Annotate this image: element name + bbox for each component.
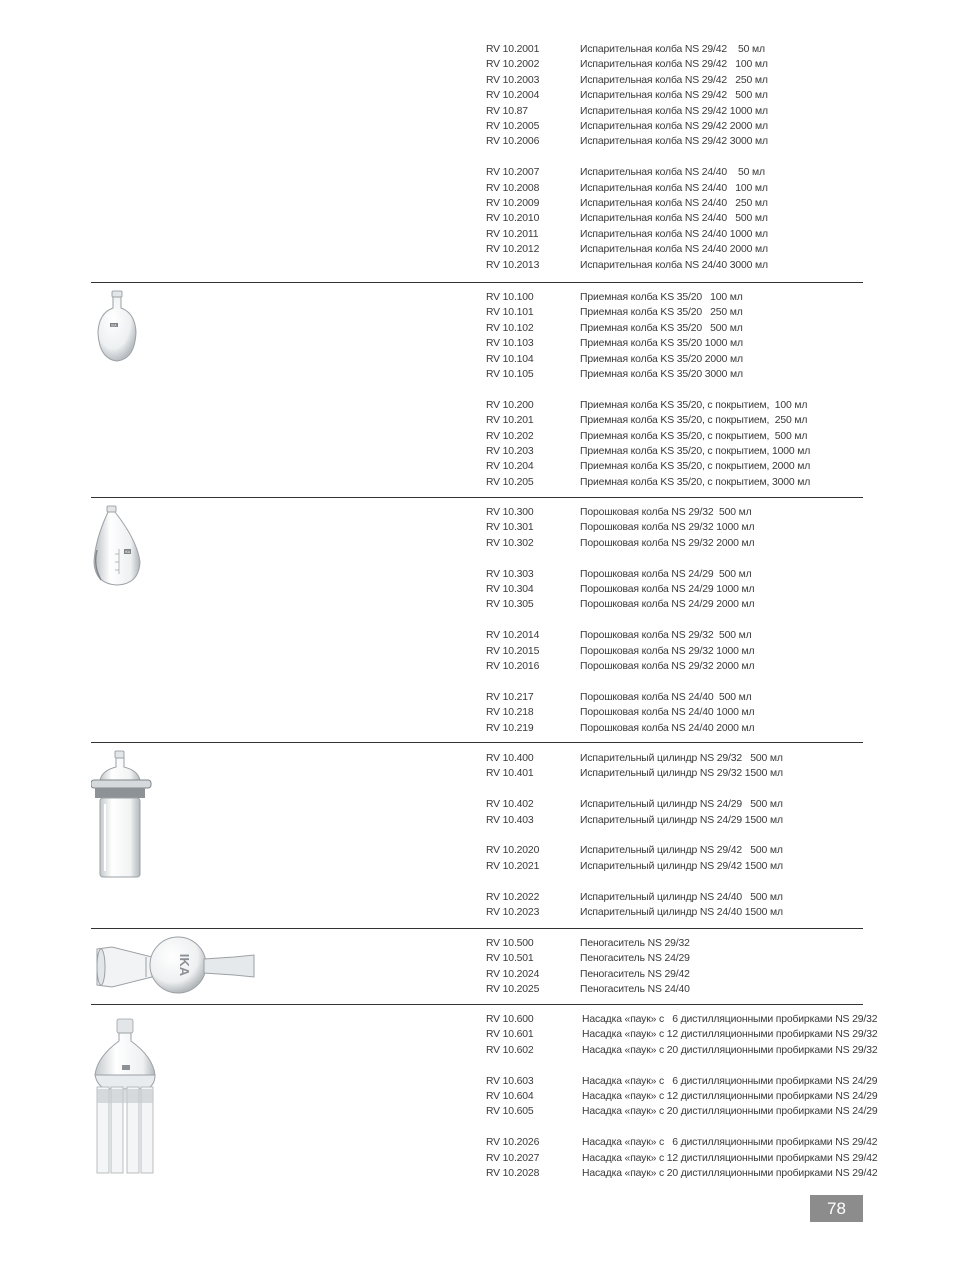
section-powder-flasks xyxy=(91,497,863,743)
product-code: RV 10.2012 xyxy=(486,244,540,256)
product-description: Испарительный цилиндр NS 24/40 1500 мл xyxy=(580,907,783,918)
section-foam-breakers xyxy=(91,928,863,1005)
product-description: Приемная колба KS 35/20 3000 мл xyxy=(580,369,743,380)
section-spider-adapters xyxy=(91,1004,878,1185)
product-description: Порошковая колба NS 29/32 2000 мл xyxy=(580,661,755,672)
product-code: RV 10.2009 xyxy=(486,198,540,209)
product-code: RV 10.303 xyxy=(486,568,534,580)
product-code: RV 10.302 xyxy=(486,537,534,549)
product-description: Приемная колба KS 35/20, с покрытием, 100 мл xyxy=(580,399,808,411)
product-code: RV 10.402 xyxy=(486,799,534,811)
product-code: RV 10.2028 xyxy=(486,1168,540,1179)
product-description: Испарительная колба NS 29/42 1000 мл xyxy=(580,105,768,117)
product-code: RV 10.500 xyxy=(486,938,534,949)
product-description: Испарительный цилиндр NS 29/42 1500 мл xyxy=(580,860,783,872)
section-evap-cylinders xyxy=(91,742,863,929)
product-code: RV 10.2014 xyxy=(486,630,540,642)
product-code: RV 10.2010 xyxy=(486,213,540,225)
product-code: RV 10.219 xyxy=(486,722,534,734)
svg-text:IKA: IKA xyxy=(177,953,192,977)
product-code: RV 10.401 xyxy=(486,768,534,780)
product-code: RV 10.400 xyxy=(486,753,534,764)
product-code: RV 10.2005 xyxy=(486,121,540,132)
product-code: RV 10.2021 xyxy=(486,860,540,872)
product-description: Испарительный цилиндр NS 29/32 500 мл xyxy=(580,753,783,764)
product-code: RV 10.2022 xyxy=(486,891,540,903)
product-description: Порошковая колба NS 29/32 1000 мл xyxy=(580,645,755,657)
product-description: Пеногаситель NS 24/40 xyxy=(580,984,690,996)
product-code: RV 10.501 xyxy=(486,953,534,965)
product-code: RV 10.204 xyxy=(486,461,534,473)
product-description: Пеногаситель NS 29/42 xyxy=(580,968,690,980)
product-description: Порошковая колба NS 29/32 1000 мл xyxy=(580,522,755,534)
product-description: Испарительная колба NS 24/40 2000 мл xyxy=(580,244,768,256)
product-code: RV 10.600 xyxy=(486,1014,534,1025)
svg-text:IKA: IKA xyxy=(111,323,117,328)
product-code: RV 10.2011 xyxy=(486,228,539,240)
product-description: Испарительный цилиндр NS 24/29 1500 мл xyxy=(580,814,783,826)
product-description: Испарительная колба NS 29/42 100 мл xyxy=(580,59,768,71)
product-code: RV 10.100 xyxy=(486,292,534,303)
product-code: RV 10.301 xyxy=(486,522,534,534)
product-code: RV 10.87 xyxy=(486,105,528,117)
product-code: RV 10.2020 xyxy=(486,845,540,857)
product-code: RV 10.103 xyxy=(486,338,534,350)
product-code: RV 10.2015 xyxy=(486,645,540,657)
product-description: Испарительная колба NS 24/40 50 мл xyxy=(580,167,765,179)
product-description: Порошковая колба NS 29/32 500 мл xyxy=(580,630,752,642)
product-code: RV 10.2008 xyxy=(486,182,540,194)
product-description: Порошковая колба NS 29/32 2000 мл xyxy=(580,537,755,549)
product-code: RV 10.202 xyxy=(486,430,534,442)
product-code: RV 10.2007 xyxy=(486,167,540,179)
product-description: Порошковая колба NS 24/40 500 мл xyxy=(580,691,752,703)
product-description: Приемная колба KS 35/20 1000 мл xyxy=(580,338,743,350)
product-description: Насадка «паук» с 6 дистилляционными пробирками NS 29/32 xyxy=(582,1014,878,1025)
product-code: RV 10.2023 xyxy=(486,907,540,918)
foam-breaker-image xyxy=(94,935,258,999)
product-description: Насадка «паук» с 6 дистилляционными пробирками NS 29/42 xyxy=(582,1137,878,1149)
product-description: Испарительная колба NS 29/42 2000 мл xyxy=(580,121,768,132)
product-code: RV 10.2024 xyxy=(486,968,540,980)
section-evap-flasks xyxy=(91,42,863,282)
product-description: Испарительная колба NS 24/40 250 мл xyxy=(580,198,768,209)
product-description: Приемная колба KS 35/20, с покрытием, 500 мл xyxy=(580,430,808,442)
product-code: RV 10.2002 xyxy=(486,59,540,71)
product-code: RV 10.602 xyxy=(486,1044,534,1056)
product-description: Испарительная колба NS 29/42 50 мл xyxy=(580,44,765,55)
product-code: RV 10.2001 xyxy=(486,44,540,55)
product-description: Насадка «паук» с 12 дистилляционными пробирками NS 29/32 xyxy=(582,1029,878,1041)
powder-flask-image xyxy=(91,504,147,590)
product-description: Приемная колба KS 35/20, с покрытием, 3000 мл xyxy=(580,476,811,488)
product-code: RV 10.2025 xyxy=(486,984,540,996)
product-code: RV 10.605 xyxy=(486,1106,534,1118)
product-description: Порошковая колба NS 24/29 500 мл xyxy=(580,568,752,580)
product-code: RV 10.603 xyxy=(486,1075,534,1087)
product-description: Испарительный цилиндр NS 29/32 1500 мл xyxy=(580,768,783,780)
product-code: RV 10.403 xyxy=(486,814,534,826)
product-description: Насадка «паук» с 20 дистилляционными пробирками NS 29/32 xyxy=(582,1044,878,1056)
page-number: 78 xyxy=(810,1195,863,1222)
product-description: Приемная колба KS 35/20, с покрытием, 1000 мл xyxy=(580,446,811,457)
product-code: RV 10.304 xyxy=(486,584,534,595)
product-description: Приемная колба KS 35/20 250 мл xyxy=(580,307,743,319)
product-code: RV 10.604 xyxy=(486,1091,534,1102)
product-code: RV 10.305 xyxy=(486,599,534,611)
product-code: RV 10.2013 xyxy=(486,259,540,271)
product-description: Насадка «паук» с 20 дистилляционными пробирками NS 24/29 xyxy=(582,1106,878,1118)
product-description: Испарительный цилиндр NS 29/42 500 мл xyxy=(580,845,783,857)
product-code: RV 10.104 xyxy=(486,353,534,365)
product-description: Насадка «паук» с 20 дистилляционными пробирками NS 29/42 xyxy=(582,1168,878,1179)
product-description: Насадка «паук» с 6 дистилляционными пробирками NS 24/29 xyxy=(582,1075,878,1087)
product-description: Порошковая колба NS 24/40 1000 мл xyxy=(580,707,755,719)
product-description: Порошковая колба NS 24/40 2000 мл xyxy=(580,722,755,734)
product-code: RV 10.102 xyxy=(486,322,534,334)
evaporating-cylinder-image xyxy=(91,749,153,881)
product-description: Приемная колба KS 35/20 100 мл xyxy=(580,292,743,303)
product-description: Испарительный цилиндр NS 24/29 500 мл xyxy=(580,799,783,811)
receiving-flask-image xyxy=(91,289,147,369)
product-description: Испарительный цилиндр NS 24/40 500 мл xyxy=(580,891,783,903)
product-description: Испарительная колба NS 24/40 500 мл xyxy=(580,213,768,225)
product-code: RV 10.101 xyxy=(486,307,534,319)
product-description: Испарительная колба NS 29/42 500 мл xyxy=(580,90,768,102)
product-code: RV 10.2026 xyxy=(486,1137,540,1149)
product-code: RV 10.2004 xyxy=(486,90,540,102)
product-description: Приемная колба KS 35/20 500 мл xyxy=(580,322,743,334)
product-description: Пеногаситель NS 29/32 xyxy=(580,938,690,949)
product-description: Порошковая колба NS 24/29 2000 мл xyxy=(580,599,755,611)
product-description: Испарительная колба NS 24/40 100 мл xyxy=(580,182,768,194)
product-description: Испарительная колба NS 29/42 250 мл xyxy=(580,74,768,86)
product-description: Испарительная колба NS 24/40 3000 мл xyxy=(580,259,768,271)
product-code: RV 10.2003 xyxy=(486,74,540,86)
product-code: RV 10.218 xyxy=(486,707,534,719)
product-code: RV 10.217 xyxy=(486,691,534,703)
product-code: RV 10.105 xyxy=(486,369,534,380)
product-code: RV 10.203 xyxy=(486,446,534,457)
section-receiving-flasks xyxy=(91,282,863,498)
product-description: Приемная колба KS 35/20, с покрытием, 2000 мл xyxy=(580,461,811,473)
product-code: RV 10.300 xyxy=(486,507,534,518)
product-code: RV 10.2006 xyxy=(486,136,540,148)
product-description: Порошковая колба NS 24/29 1000 мл xyxy=(580,584,755,595)
product-description: Насадка «паук» с 12 дистилляционными пробирками NS 24/29 xyxy=(582,1091,878,1102)
product-code: RV 10.601 xyxy=(486,1029,534,1041)
product-code: RV 10.2016 xyxy=(486,661,540,672)
product-description: Приемная колба KS 35/20 2000 мл xyxy=(580,353,743,365)
product-description: Порошковая колба NS 29/32 500 мл xyxy=(580,507,752,518)
svg-text:IKA: IKA xyxy=(124,550,131,554)
product-description: Испарительная колба NS 24/40 1000 мл xyxy=(580,228,768,240)
product-description: Пеногаситель NS 24/29 xyxy=(580,953,690,965)
product-code: RV 10.201 xyxy=(486,415,534,427)
product-description: Насадка «паук» с 12 дистилляционными пробирками NS 29/42 xyxy=(582,1152,878,1164)
product-code: RV 10.205 xyxy=(486,476,534,488)
spider-adapter-image xyxy=(91,1017,161,1175)
product-code: RV 10.2027 xyxy=(486,1152,540,1164)
product-description: Испарительная колба NS 29/42 3000 мл xyxy=(580,136,768,148)
product-description: Приемная колба KS 35/20, с покрытием, 250 мл xyxy=(580,415,808,427)
product-code: RV 10.200 xyxy=(486,399,534,411)
